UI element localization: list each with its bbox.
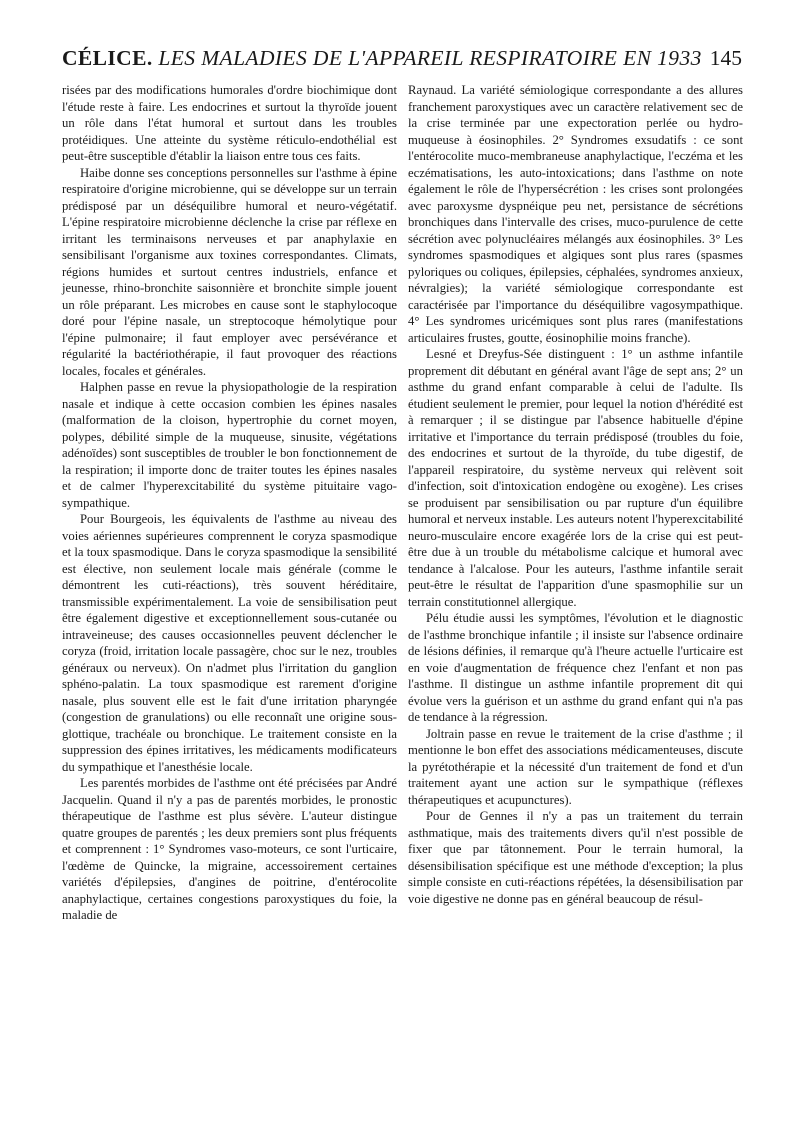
paragraph: Halphen passe en revue la physiopathologie de la respiration nasale et indique à cette occasion combien les épines nasales (malformation de la cloison, hypertrophie du cornet moyen, polypes, débilité simple de la muqueuse, sinusite, végétations adénoïdes) sont susceptibles de troubler le bon fonctionnement de la respiration; il importe donc de traiter toutes les épines nasales et de calmer l'hyperexcitabilité du système pituitaire vago-sympathique. <box>62 380 397 510</box>
paragraph: Haibe donne ses conceptions personnelles sur l'asthme à épine respiratoire d'origine microbienne, qui se développe sur un terrain prédisposé par un déséquilibre humoral et neuro-végétatif. L'épine respiratoire microbienne déclenche la crise par réflexe en irritant les terminaisons nerveuses et par anaphylaxie en sensibilisant l'organisme aux toxines correspondantes. Climats, régions humides et surtout centres industriels, enfance et jeunesse, rhino-bronchite saisonnière et bronchite simple jouent un rôle préparant. Les microbes en cause sont le staphylocoque doré pour l'épine nasale, un streptocoque hémolytique pour l'épine pulmonaire; il faut employer avec persévérance et régularité la bactériothérapie, il faut provoquer des réactions locales, focales et générales. <box>62 165 397 378</box>
page-number: 145 <box>709 46 742 70</box>
paragraph: Pour Bourgeois, les équivalents de l'asthme au niveau des voies aériennes supérieures comprennent le coryza spasmodique et la toux spasmodique. Dans le coryza spasmodique la sensibilité est élective, non seulement locale mais générale (comme le démontrent les cuti-réactions), très souvent héréditaire, transmissible expérimentalement. La voie de sensibilisation peut être également digestive et exceptionnellement sous-cutanée ou intraveineuse; des causes occasionnelles peuvent déclencher le coryza (froid, irritation locale passagère, choc sur le nez, troubles généraux ou nerveux). On n'admet plus l'irritation du ganglion sphéno-palatin. La toux spasmodique est rarement d'origine nasale, plus souvent elle est le fait d'une irritation pharyngée (congestion de granulations) ou elle reconnaît une origine sous-glottique, trachéale ou bronchique. Le traitement consiste en la suppression des épines irritatives, les médicaments modificateurs du sympathique et l'anesthésie locale. <box>62 512 397 774</box>
running-title <box>62 46 702 71</box>
paragraph: Joltrain passe en revue le traitement de la crise d'asthme ; il mentionne le bon effet des associations médicamenteuses, discute la pyrétothérapie et la nécessité d'un traitement de fond et d'un traitement ayant une action sur le sympathique (réflexes thérapeutiques et acupunctures). <box>408 726 743 807</box>
left-column <box>62 82 397 924</box>
paragraph: Pélu étudie aussi les symptômes, l'évolution et le diagnostic de l'asthme bronchique infantile ; il insiste sur l'absence ordinaire de lésions définies, il remarque qu'à l'heure actuelle l'urticaire est en voie d'augmentation de fréquence chez l'enfant et non pas l'asthme. Il distingue un asthme infantile proprement dit qui évolue vers la guérison et un asthme du grand enfant qui n'a pas de tendance à la régression. <box>408 611 743 724</box>
author-name: CÉLICE. <box>62 46 153 70</box>
paragraph: Les parentés morbides de l'asthme ont été précisées par André Jacquelin. Quand il n'y a pas de parentés morbides, le pronostic thérapeutique de l'asthme est plus sévère. L'auteur distingue quatre groupes de parentés ; les deux premiers sont plus fréquents et comprennent : 1° Syndromes vaso-moteurs, ce sont l'urticaire, l'œdème de Quincke, la migraine, accessoirement certaines variétés d'épilepsies, d'angines de poitrine, d'entérocolite anaphylactique, certaines congestions paroxystiques du foie, la maladie de <box>62 776 397 922</box>
paragraph: Raynaud. La variété sémiologique correspondante a des allures franchement paroxystiques avec un caractère relativement sec de la crise terminée par une expectoration perlée ou hydro-muqueuse à éosinophiles. 2° Syndromes exsudatifs : ce sont l'entérocolite muco-membraneuse anaphylactique, l'eczéma et les eczématisations, les auto-intoxications; dans l'asthme on note également le rôle de l'hypersécrétion : les crises sont prolongées avec paroxysme dyspnéique peu net, persistance de sécrétions bronchiques dans l'intervalle des crises, muco-purulence de cette sécrétion avec polynucléaires mélangés aux éosinophiles. 3° Les syndromes spasmodiques et algiques sont plus rares (spasmes pyloriques ou coliques, épilepsies, céphalées, syndromes anxieux, névralgies); la variété sémiologique correspondante est caractérisée par l'importance du déséquilibre vagosympathique. 4° Les syndromes uricémiques sont plus rares (manifestations articulaires frustes, goutte, éosinophilie moins franche). <box>408 83 743 345</box>
right-column <box>408 82 743 907</box>
paragraph: Lesné et Dreyfus-Sée distinguent : 1° un asthme infantile proprement dit débutant en général avant l'âge de sept ans; 2° un asthme du grand enfant comparable à celui de l'adulte. Ils étudient seulement le premier, pour lequel la notion d'hérédité est à remarquer ; il se distingue par l'absence habituelle d'épine irritative et l'importance du terrain prédisposé (troubles du foie, des endocrines et surtout de la thyroïde, du tube digestif, de l'appareil respiratoire, du système nerveux qui relèvent soit d'infection, soit d'intoxication endogène ou exogène). Les crises se produisent par sensibilisation ou par rupture d'un équilibre humoral et nerveux instable. Les auteurs notent l'hyperexcitabilité neuro-musculaire encore exagérée lors de la crise qui est peut-être due à un trouble du métabolisme calcique et humoral avec tendance à l'alcalose. Pour les auteurs, l'asthme infantile serait peut-être le résultat de l'apparition d'une spasmophilie sur un terrain constitutionnel allergique. <box>408 347 743 609</box>
paragraph: risées par des modifications humorales d'ordre biochimique dont l'étude reste à faire. Les endocrines et surtout la thyroïde jouent un rôle dans l'état humoral et surtout dans les troubles protéidiques. Une atteinte du système réticulo-endothélial est peut-être susceptible d'établir la liaison entre tous ces faits. <box>62 83 397 163</box>
article-title: LES MALADIES DE L'APPAREIL RESPIRATOIRE EN 1933 <box>158 46 702 70</box>
paragraph: Pour de Gennes il n'y a pas un traitement du terrain asthmatique, mais des traitements divers qu'il n'est possible de fixer que par tâtonnement. Pour le terrain humoral, la désensibilisation spécifique est une méthode d'exception; la plus simple consiste en cuti-réactions répétées, la désensibilisation par voie digestive ne donne pas en général beaucoup de résul- <box>408 809 743 906</box>
running-header <box>62 46 742 82</box>
